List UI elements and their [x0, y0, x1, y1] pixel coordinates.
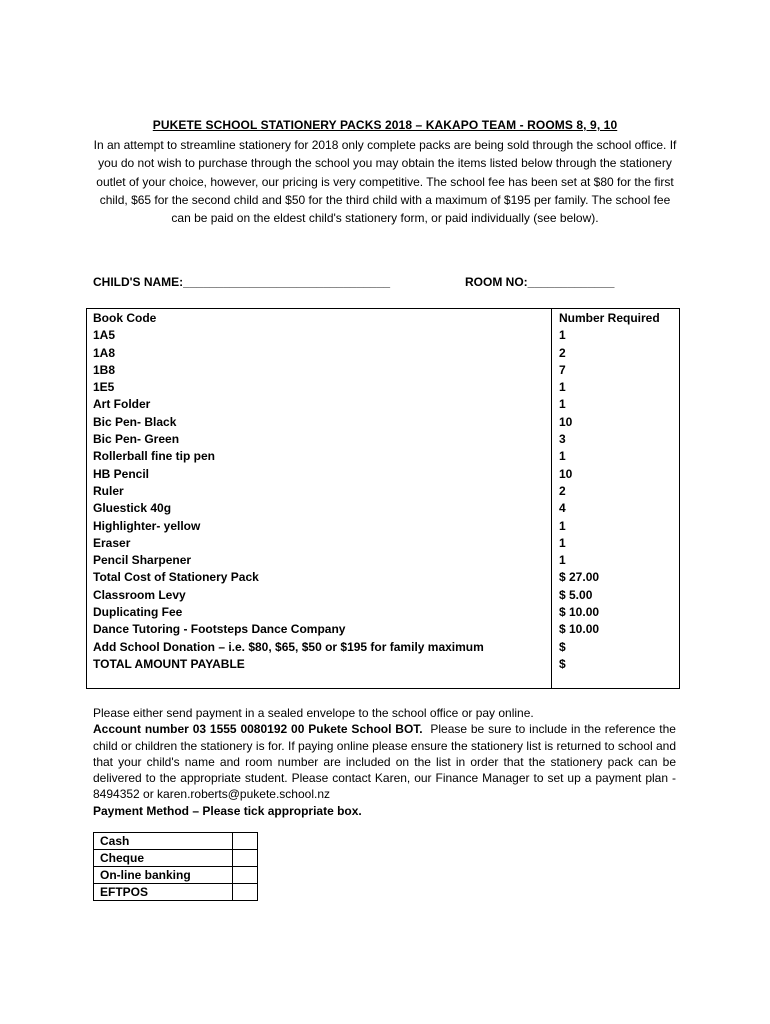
payment-method-heading: Payment Method – Please tick appropriate box.: [93, 803, 362, 818]
table-row-code: Highlighter- yellow: [93, 518, 201, 533]
table-row-code: 1A8: [93, 345, 116, 360]
number-required-column: [559, 310, 677, 673]
table-row-number[interactable]: 1: [559, 449, 566, 464]
table-row-code: Rollerball fine tip pen: [93, 449, 216, 464]
payment-method-checkbox[interactable]: [233, 884, 258, 901]
payment-method-checkbox[interactable]: [233, 850, 258, 867]
payment-instructions: [93, 705, 676, 819]
document-title: PUKETE SCHOOL STATIONERY PACKS 2018 – KAKAPO TEAM - ROOMS 8, 9, 10: [152, 118, 618, 132]
payment-method-label: Cash: [94, 833, 233, 850]
payment-detail-text: Please be sure to include in the reference the child or children the stationery is for. If paying online please ensure the stationery list is returned to school and that your child's name and room number are included on the list in order that the stationery pack can be delivered to the appropriate student. Please contact Karen, our Finance Manager to set up a payment plan - 8494352 or karen.roberts@pukete.school.nz: [93, 722, 676, 802]
table-row-code: Classroom Levy: [93, 587, 186, 602]
table-row-number[interactable]: 10: [559, 414, 573, 429]
table-row-number[interactable]: $ 10.00: [559, 622, 600, 637]
stationery-table: [86, 308, 680, 689]
table-row-number[interactable]: 1: [559, 380, 566, 395]
table-row-number[interactable]: $ 27.00: [559, 570, 600, 585]
table-row-number[interactable]: 7: [559, 362, 566, 377]
payment-line: Please either send payment in a sealed envelope to the school office or pay online.: [93, 706, 534, 720]
table-row-code: Gluestick 40g: [93, 501, 172, 516]
child-name-field[interactable]: CHILD'S NAME:_______________________________: [93, 275, 391, 289]
table-row-number[interactable]: 1: [559, 553, 566, 568]
table-row-code: 1E5: [93, 380, 115, 395]
payment-method-table: [93, 832, 258, 901]
table-row-number[interactable]: 4: [559, 501, 566, 516]
table-row-number[interactable]: 2: [559, 483, 566, 498]
table-row-code: Art Folder: [93, 397, 151, 412]
table-row-code: Total Cost of Stationery Pack: [93, 570, 259, 585]
book-code-header: Book Code: [93, 311, 157, 325]
payment-method-row: [94, 884, 258, 901]
payment-method-label: EFTPOS: [94, 884, 233, 901]
table-row-number[interactable]: 1: [559, 535, 566, 550]
number-required-header: Number Required: [559, 311, 660, 325]
payment-method-checkbox[interactable]: [233, 867, 258, 884]
account-number: Account number 03 1555 0080192 00 Pukete School BOT.: [93, 722, 423, 737]
table-divider: [551, 309, 552, 688]
table-row-code: 1A5: [93, 328, 116, 343]
table-row-number[interactable]: $ 5.00: [559, 587, 593, 602]
table-row-number[interactable]: 1: [559, 518, 566, 533]
book-code-column: [93, 310, 545, 673]
payment-method-checkbox[interactable]: [233, 833, 258, 850]
table-row-code: 1B8: [93, 362, 116, 377]
table-row-code: Bic Pen- Green: [93, 432, 180, 447]
table-row-number[interactable]: $: [559, 639, 566, 654]
table-row-number[interactable]: 2: [559, 345, 566, 360]
table-row-code: TOTAL AMOUNT PAYABLE: [93, 656, 245, 671]
payment-method-label: On-line banking: [94, 867, 233, 884]
intro-paragraph: In an attempt to streamline stationery for 2018 only complete packs are being sold through the school office. If you do not wish to purchase through the school you may obtain the items listed below through the stationery outlet of your choice, however, our pricing is very competitive. The school fee has been set at $80 for the first child, $65 for the second child and $50 for the third child with a maximum of $195 per family. The school fee can be paid on the eldest child's stationery form, or paid individually (see below).: [93, 138, 677, 226]
payment-method-row: [94, 867, 258, 884]
payment-details: [93, 721, 676, 802]
table-row-code: Ruler: [93, 483, 124, 498]
table-row-number[interactable]: 10: [559, 466, 573, 481]
table-row-number[interactable]: $ 10.00: [559, 605, 600, 620]
table-row-code: Dance Tutoring - Footsteps Dance Company: [93, 622, 346, 637]
table-row-code: Add School Donation – i.e. $80, $65, $50 or $195 for family maximum: [93, 639, 484, 654]
table-row-code: Pencil Sharpener: [93, 553, 192, 568]
payment-method-row: [94, 850, 258, 867]
table-row-number[interactable]: 1: [559, 328, 566, 343]
table-row-number[interactable]: 3: [559, 432, 566, 447]
table-row-code: Eraser: [93, 535, 131, 550]
table-row-code: Duplicating Fee: [93, 605, 183, 620]
name-room-fields: [93, 275, 673, 289]
table-row-number[interactable]: $: [559, 656, 566, 671]
payment-method-label: Cheque: [94, 850, 233, 867]
table-row-code: Bic Pen- Black: [93, 414, 177, 429]
room-number-field[interactable]: ROOM NO:_____________: [465, 275, 615, 289]
table-row-code: HB Pencil: [93, 466, 150, 481]
payment-method-row: [94, 833, 258, 850]
table-row-number[interactable]: 1: [559, 397, 566, 412]
